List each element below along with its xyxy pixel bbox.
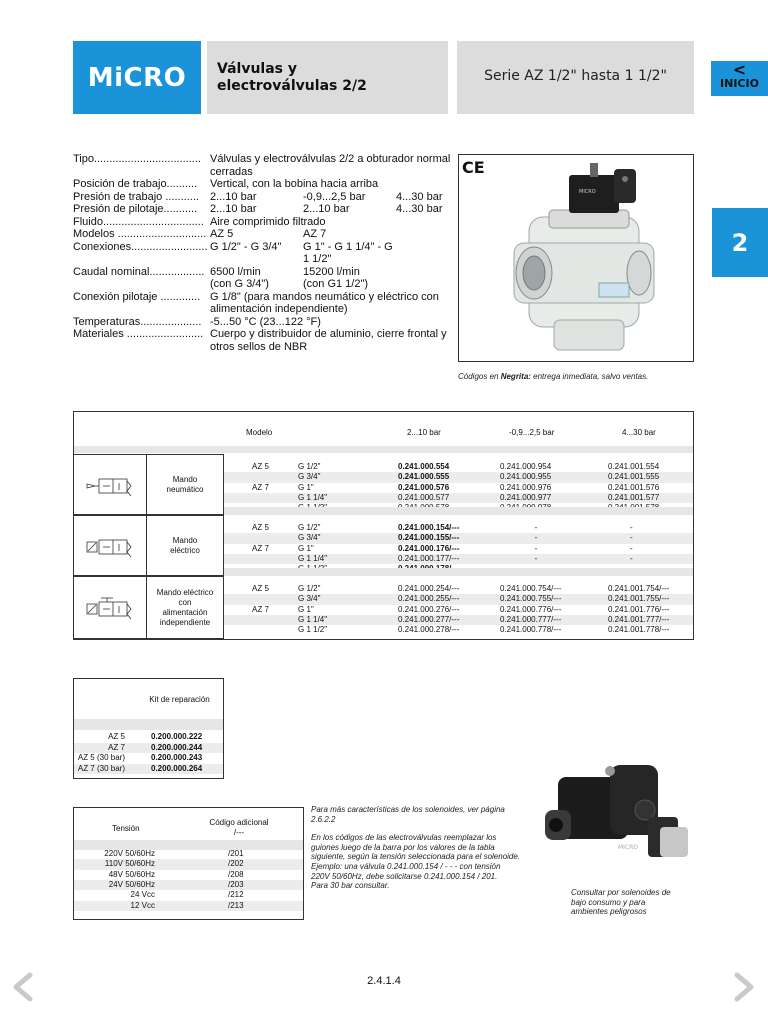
code-2-10-bar: 0.241.000.154/---: [398, 523, 460, 532]
spec-row: [73, 178, 453, 191]
kit-band: [74, 719, 223, 730]
kit-code: 0.200.000.264: [151, 763, 203, 773]
spec-row: [73, 153, 453, 178]
code-4-30-bar: 0.241.001.577: [608, 492, 660, 502]
code-2-10-bar: 0.241.000.277/---: [398, 614, 460, 624]
kit-model: AZ 5: [108, 732, 125, 741]
header-col-b: -0,9...2,5 bar: [509, 428, 555, 437]
spec-value: AZ 5: [210, 228, 234, 240]
spec-value: G 1/2" - G 3/4": [210, 240, 282, 253]
spec-value: (con G 3/4"): [210, 278, 269, 290]
spec-value: AZ 7: [303, 228, 327, 240]
code-vacuum-bar: 0.241.000.778/---: [500, 625, 562, 635]
spec-values: [210, 266, 453, 279]
spec-row: [73, 228, 453, 241]
micro-logo: [73, 41, 201, 114]
table-row: [224, 533, 693, 543]
voltage-value: 48V 50/60Hz: [108, 869, 155, 879]
product-photo-box: [458, 154, 694, 362]
voltage-row: [74, 870, 303, 880]
table-row: [224, 493, 693, 503]
spec-label: Presión de trabajo ...........: [73, 190, 199, 203]
table-row: [224, 615, 693, 625]
spec-row: [73, 241, 453, 266]
code-vacuum-bar: 0.241.000.976: [500, 482, 552, 492]
row-connection: G 1 1/4": [298, 553, 328, 563]
code-vacuum-bar: 0.241.000.955: [500, 472, 552, 482]
code-vacuum-bar: -: [534, 533, 538, 543]
group-name-line: neumático: [166, 484, 204, 494]
group-name-line: eléctrico: [170, 545, 200, 555]
row-model: AZ 7: [252, 482, 269, 492]
spec-value: Cuerpo y distribuidor de aluminio, cierre frontal y otros sellos de NBR: [210, 328, 447, 353]
series-title: Serie AZ 1/2" hasta 1 1/2": [457, 41, 694, 114]
header-col-c: 4...30 bar: [622, 428, 656, 437]
inicio-button[interactable]: [711, 61, 768, 96]
voltage-code: /201: [228, 849, 244, 858]
spec-label: Caudal nominal..................: [73, 265, 205, 278]
code-2-10-bar: 0.241.000.577: [398, 492, 450, 502]
code-2-10-bar: 0.241.000.254/---: [398, 584, 460, 593]
ce-mark: CE: [462, 158, 485, 177]
row-model: AZ 5: [252, 462, 269, 471]
code-vacuum-bar: 0.241.000.755/---: [500, 594, 562, 604]
coil-photo-brand: MICRO: [618, 844, 639, 851]
code-vacuum-bar: 0.241.000.777/---: [500, 614, 562, 624]
code-2-10-bar: 0.241.000.554: [398, 462, 450, 471]
group-name-cell: [147, 515, 224, 576]
code-2-10-bar: 0.241.000.555: [398, 472, 450, 482]
note-2: En los códigos de las electroválvulas reemplazar los guiones luego de la barra por los valores de la tabla siguiente, según la tensión seleccionada para el solenoide. Ejemplo: una válvula 0.241.000.154 / - - - con tensión 220V 50/60Hz, debe solicitarse 0.241.000.154 / 201. Para 30 bar consultar.: [311, 833, 521, 891]
code-vacuum-bar: 0.241.000.754/---: [500, 584, 562, 593]
voltage-value: 24 Vcc: [130, 890, 155, 900]
code-vacuum-bar: -: [534, 523, 538, 532]
voltage-row: [74, 849, 303, 859]
voltage-value: 110V 50/60Hz: [104, 859, 155, 869]
code-4-30-bar: -: [630, 533, 633, 543]
row-connection: G 1 1/4": [298, 492, 328, 502]
table-row: [224, 462, 693, 472]
voltage-code: /213: [228, 900, 244, 910]
spec-value: -0,9...2,5 bar: [303, 190, 366, 203]
spec-values: [210, 228, 453, 241]
spec-value: Válvulas y electroválvulas 2/2 a obturador normal cerradas: [210, 153, 451, 178]
row-model: AZ 7: [252, 543, 269, 553]
spec-row: [73, 278, 453, 291]
spec-value: Vertical, con la bobina hacia arriba: [210, 178, 379, 190]
voltage-value: 24V 50/60Hz: [108, 879, 155, 889]
code-2-10-bar: 0.241.000.176/---: [398, 543, 460, 553]
spec-value: 4...30 bar: [396, 190, 443, 203]
title-line-2: electroválvulas 2/2: [217, 78, 367, 94]
next-page-arrow-icon[interactable]: [731, 970, 757, 1004]
group-name-line: Mando: [172, 535, 198, 545]
bold-codes-caption: Códigos en Negrita: entrega inmediata, salvo ventas.: [458, 372, 649, 381]
code-2-10-bar: 0.241.000.155/---: [398, 533, 460, 543]
kit-model: AZ 5 (30 bar): [77, 753, 125, 762]
spec-label: [73, 278, 210, 291]
note-1: Para más características de los solenoides, ver página 2.6.2.2: [311, 805, 505, 824]
voltage-header: Tensión: [112, 824, 140, 833]
kit-code: 0.200.000.222: [151, 732, 203, 741]
spec-label: Materiales .........................: [73, 328, 204, 340]
solenoid-independent-valve-symbol-icon: [81, 594, 141, 624]
row-connection: G 1 1/2": [298, 625, 328, 635]
voltage-row: [74, 901, 303, 911]
group-name-line: con: [178, 597, 192, 607]
page-number: 2.4.1.4: [367, 975, 401, 987]
spec-label: Fluido.................................: [73, 215, 204, 228]
spec-value: 2...10 bar: [210, 203, 257, 215]
spec-values: [210, 241, 453, 266]
voltage-value: 220V 50/60Hz: [104, 849, 155, 858]
kit-title: Kit de reparación: [149, 695, 210, 704]
header-col-a: 2...10 bar: [407, 428, 441, 437]
group-symbol-cell: [74, 515, 147, 576]
code-2-10-bar: 0.241.000.255/---: [398, 594, 460, 604]
spec-label: Presión de pilotaje...........: [73, 203, 198, 215]
voltage-row: [74, 890, 303, 900]
pneumatic-valve-symbol-icon: [81, 471, 141, 501]
inicio-label: INICIO: [720, 77, 759, 90]
code-4-30-bar: -: [630, 523, 633, 532]
voltage-table: [73, 807, 304, 920]
page-title: [207, 41, 448, 114]
code-4-30-bar: 0.241.001.776/---: [608, 604, 670, 614]
row-connection: G 1": [298, 604, 314, 614]
kit-row: [74, 743, 223, 754]
table-row: [224, 483, 693, 493]
code-4-30-bar: 0.241.001.778/---: [608, 625, 670, 635]
kit-code: 0.200.000.243: [151, 753, 203, 762]
spec-row: [73, 266, 453, 279]
spec-values: [210, 191, 453, 204]
spec-row: [73, 203, 453, 216]
spec-row: [73, 216, 453, 229]
row-connection: G 1 1/4": [298, 614, 328, 624]
voltage-code: /212: [228, 890, 244, 900]
group-separator: [224, 507, 693, 515]
spec-row: [73, 291, 453, 316]
row-connection: G 1/2": [298, 462, 321, 471]
code-vacuum-bar: 0.241.000.954: [500, 462, 552, 471]
table-row: [224, 605, 693, 615]
solenoid-notes: [311, 805, 521, 900]
row-connection: G 1": [298, 543, 314, 553]
row-connection: G 1": [298, 482, 314, 492]
code-4-30-bar: 0.241.001.554: [608, 462, 660, 471]
spec-row: [73, 316, 453, 329]
code-2-10-bar: 0.241.000.276/---: [398, 604, 460, 614]
spec-row: [73, 191, 453, 204]
code-2-10-bar: 0.241.000.177/---: [398, 553, 460, 563]
table-row: [224, 625, 693, 635]
kit-row: [74, 764, 223, 775]
voltage-code: /202: [228, 859, 244, 869]
header-modelo: Modelo: [246, 428, 273, 437]
spec-label: Temperaturas....................: [73, 315, 202, 328]
voltage-row: [74, 859, 303, 869]
spec-value: (con G1 1/2"): [303, 278, 369, 290]
table-band: [74, 446, 693, 453]
back-arrow-icon: <: [732, 60, 747, 79]
code-vacuum-bar: 0.241.000.977: [500, 492, 552, 502]
coil-brand: MICRO: [579, 189, 596, 195]
code-header: Código adicional /---: [209, 818, 269, 837]
spec-list: [73, 153, 453, 353]
spec-value: G 1" - G 1 1/4" - G 1 1/2": [303, 240, 393, 265]
code-4-30-bar: 0.241.001.755/---: [608, 594, 670, 604]
logo-text: MiCRO: [87, 62, 187, 93]
spec-value: 2...10 bar: [210, 190, 257, 203]
spec-value: -5...50 °C (23...122 °F): [210, 315, 321, 328]
group-name-line: Mando: [172, 474, 198, 484]
table-row: [224, 544, 693, 554]
code-vacuum-bar: -: [534, 543, 538, 553]
kit-model: AZ 7: [108, 742, 125, 752]
spec-row: [73, 328, 453, 353]
group-name-line: independiente: [159, 617, 211, 627]
code-4-30-bar: 0.241.001.777/---: [608, 614, 670, 624]
group-name-line: Mando eléctrico: [156, 587, 214, 597]
spec-values: [210, 203, 453, 216]
valve-photo: [459, 155, 693, 361]
table-row: [224, 554, 693, 564]
spec-value: G 1/8" (para mandos neumático y eléctrico con alimentación independiente): [210, 290, 439, 315]
row-model: AZ 5: [252, 523, 269, 532]
code-2-10-bar: 0.241.000.576: [398, 482, 450, 492]
prev-page-arrow-icon[interactable]: [10, 970, 36, 1004]
spec-label: Conexión pilotaje .............: [73, 290, 201, 303]
spec-value: 15200 l/min: [303, 265, 360, 278]
code-4-30-bar: 0.241.001.555: [608, 472, 660, 482]
group-symbol-cell: [74, 454, 147, 515]
group-name-line: alimentación: [162, 607, 208, 617]
solenoid-valve-symbol-icon: [81, 532, 141, 562]
voltage-value: 12 Vcc: [130, 900, 155, 910]
repair-kit-table: [73, 678, 224, 779]
kit-model: AZ 7 (30 bar): [77, 763, 125, 773]
table-row: [224, 594, 693, 604]
spec-value: Aire comprimido filtrado: [210, 215, 326, 228]
code-vacuum-bar: 0.241.000.776/---: [500, 604, 562, 614]
spec-value: 6500 l/min: [210, 265, 261, 278]
row-connection: G 3/4": [298, 533, 321, 543]
table-row: [224, 472, 693, 482]
valve-codes-table: [73, 411, 694, 640]
spec-label: Modelos .............................: [73, 228, 207, 240]
spec-value: 2...10 bar: [303, 203, 350, 215]
voltage-code: /203: [228, 879, 244, 889]
solenoid-coil-photo: [540, 755, 700, 880]
code-vacuum-bar: -: [534, 553, 538, 563]
spec-label: Posición de trabajo..........: [73, 178, 198, 190]
row-connection: G 1/2": [298, 523, 321, 532]
table-row: [224, 584, 693, 594]
group-symbol-cell: [74, 576, 147, 639]
row-model: AZ 5: [252, 584, 269, 593]
code-4-30-bar: -: [630, 543, 633, 553]
row-connection: G 3/4": [298, 472, 321, 482]
kit-row: [74, 753, 223, 764]
kit-row: [74, 732, 223, 743]
spec-label: Tipo...................................: [73, 153, 201, 165]
row-connection: G 3/4": [298, 594, 321, 604]
voltage-row: [74, 880, 303, 890]
coil-caption: Consultar por solenoides de bajo consumo y para ambientes peligrosos: [571, 888, 671, 917]
group-name-cell: [147, 454, 224, 515]
code-4-30-bar: 0.241.001.754/---: [608, 584, 670, 593]
code-4-30-bar: -: [630, 553, 633, 563]
row-connection: G 1/2": [298, 584, 321, 593]
group-separator: [224, 568, 693, 576]
code-4-30-bar: 0.241.001.576: [608, 482, 660, 492]
group-name-cell: [147, 576, 224, 639]
row-model: AZ 7: [252, 604, 269, 614]
chapter-tab[interactable]: 2: [712, 208, 768, 277]
code-2-10-bar: 0.241.000.278/---: [398, 625, 460, 635]
voltage-code: /208: [228, 869, 244, 879]
spec-values: [210, 278, 453, 291]
kit-code: 0.200.000.244: [151, 742, 203, 752]
spec-label: Conexiones.........................: [73, 240, 208, 253]
title-line-1: Válvulas y: [217, 61, 297, 77]
table-row: [224, 523, 693, 533]
spec-value: 4...30 bar: [396, 203, 443, 215]
